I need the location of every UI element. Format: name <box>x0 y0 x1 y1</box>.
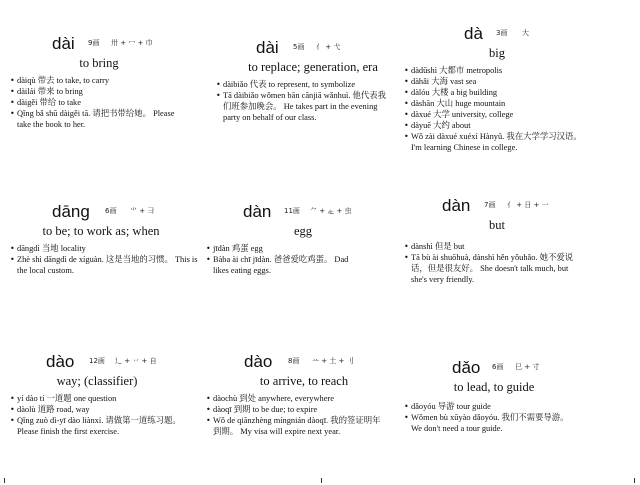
card-dai-replace <box>216 38 416 123</box>
pinyin: dà <box>464 24 483 43</box>
example-item: • Wǒ de qiānzhèng míngnián dàoqī. 我的签证明年到期。 My visa will expire next year. <box>206 415 388 437</box>
radicals: ⺌ + 彐 <box>130 207 155 215</box>
example-item: • Tā dàibiǎo wǒmen bān cānjiā wǎnhuì. 他代表我们班参加晚会。 He takes part in the evening party on behalf of our class. <box>216 90 393 123</box>
card-dan-but <box>404 196 604 285</box>
crop-mark-center <box>321 478 322 483</box>
pinyin: dào <box>244 352 273 371</box>
pinyin: dǎo <box>452 358 481 377</box>
example-item: • dāngdì 当地 locality <box>10 243 210 254</box>
stroke-count: 6画 <box>105 207 117 215</box>
meaning: to bring <box>79 56 119 70</box>
example-item: • dǎoyóu 导游 tour guide <box>404 401 604 412</box>
radicals: 巳 + 寸 <box>515 363 540 371</box>
card-dao-arrive <box>206 352 406 437</box>
card-dai-bring <box>10 34 210 130</box>
example-list <box>206 393 406 437</box>
example-list <box>404 65 604 153</box>
pinyin: dàn <box>442 196 471 215</box>
example-item: • Tā bù ài shuōhuà, dànshì hěn yǒuhǎo. 她不爱说话，但是很友好。 She doesn't talk much, but she's very friendly. <box>404 252 581 285</box>
pinyin: dào <box>46 352 75 371</box>
meaning: but <box>489 218 505 232</box>
pinyin: dài <box>52 34 75 53</box>
example-list <box>10 75 210 130</box>
example-item: • dàoqī 到期 to be due; to expire <box>206 404 406 415</box>
example-item: • Bàba ài chī jīdàn. 爸爸爱吃鸡蛋。 Dad likes eating eggs. <box>206 254 363 276</box>
crop-mark-right <box>634 478 635 483</box>
meaning: to arrive, to reach <box>259 374 349 388</box>
radicals: 辶 + 丷 + 自 <box>115 357 157 365</box>
example-item: • dàilái 带来 to bring <box>10 86 210 97</box>
stroke-count: 9画 <box>88 39 100 47</box>
example-item: • Qǐng zuò dì-yī dào liànxí. 请做第一道练习题。 Please finish the first exercise. <box>10 415 197 437</box>
example-item: • dàshān 大山 huge mountain <box>404 98 604 109</box>
example-item: • dànshì 但是 but <box>404 241 604 252</box>
example-item: • dàdūshì 大都市 metropolis <box>404 65 604 76</box>
card-dang <box>10 202 210 276</box>
card-dan-egg <box>206 202 406 276</box>
stroke-count: 12画 <box>89 357 105 365</box>
meaning: to replace; generation, era <box>248 60 378 74</box>
example-item: • dàlóu 大楼 a big building <box>404 87 604 98</box>
meaning: to lead, to guide <box>453 380 535 394</box>
example-item: • yí dào tí 一道题 one question <box>10 393 210 404</box>
example-item: • jīdàn 鸡蛋 egg <box>206 243 406 254</box>
example-item: • Qǐng bǎ shū dàigěi tā. 请把书带给她。 Please take the book to her. <box>10 108 182 130</box>
card-dao-way <box>10 352 210 437</box>
stroke-count: 5画 <box>293 43 305 51</box>
stroke-count: 8画 <box>288 357 300 365</box>
radicals: 大 <box>522 29 529 37</box>
example-item: • dàolù 道路 road, way <box>10 404 210 415</box>
pinyin: dài <box>256 38 279 57</box>
radicals: 亻 + 日 + 一 <box>507 201 549 209</box>
radicals: 卅 + 冖 + 巾 <box>111 39 153 47</box>
example-list <box>404 241 604 285</box>
example-item: • dàigěi 带给 to take <box>10 97 210 108</box>
example-item: • Zhè shì dāngdì de xíguàn. 这是当地的习惯。 This is the local custom. <box>10 254 202 276</box>
example-item: • Wǒmen bù xūyào dǎoyóu. 我们不需要导游。 We don't need a tour guide. <box>404 412 581 434</box>
stroke-count: 3画 <box>496 29 508 37</box>
pinyin: dāng <box>52 202 90 221</box>
pinyin: dàn <box>243 202 272 221</box>
meaning: big <box>489 46 505 60</box>
crop-mark-left <box>4 478 5 483</box>
example-list <box>10 393 210 437</box>
example-list <box>404 401 604 434</box>
example-item: • Wǒ zài dàxué xuéxí Hànyǔ. 我在大学学习汉语。 I'm learning Chinese in college. <box>404 131 586 153</box>
example-item: • dàyuē 大约 about <box>404 120 604 131</box>
stroke-count: 6画 <box>492 363 504 371</box>
radicals: 䒑 + 土 + 刂 <box>312 357 354 365</box>
stroke-count: 11画 <box>284 207 300 215</box>
card-da-big <box>404 24 604 153</box>
card-dao-lead <box>404 358 604 434</box>
example-item: • dàhǎi 大海 vast sea <box>404 76 604 87</box>
example-item: • dàxué 大学 university, college <box>404 109 604 120</box>
example-list <box>206 243 406 276</box>
example-list <box>10 243 210 276</box>
meaning: way; (classifier) <box>56 374 138 388</box>
example-list <box>216 79 416 123</box>
example-item: • dàibiǎo 代表 to represent, to symbolize <box>216 79 416 90</box>
radicals: 亻 + 弋 <box>316 43 341 51</box>
stroke-count: 7画 <box>484 201 496 209</box>
meaning: to be; to work as; when <box>42 224 160 238</box>
radicals: ⺈ + 龰 + 虫 <box>310 207 352 215</box>
meaning: egg <box>293 224 313 238</box>
example-item: • dàochù 到处 anywhere, everywhere <box>206 393 406 404</box>
example-item: • dàiqù 带去 to take, to carry <box>10 75 210 86</box>
